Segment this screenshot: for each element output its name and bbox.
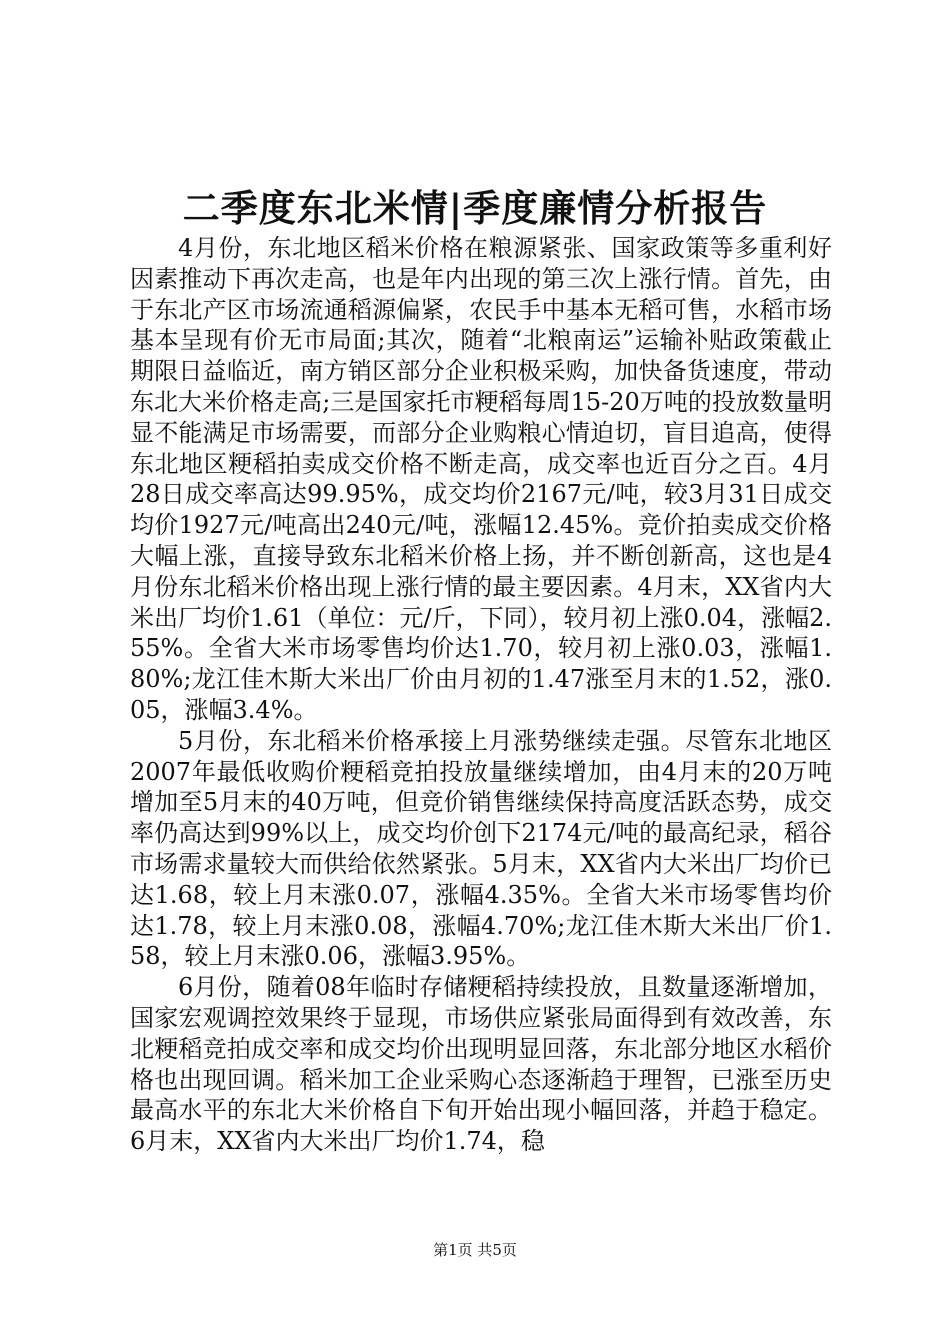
paragraph-april: 4月份，东北地区稻米价格在粮源紧张、国家政策等多重利好因素推动下再次走高，也是年内出现的第三次上涨行情。首先，由于东北产区市场流通稻源偏紧，农民手中基本无稻可售，水稻市场基本呈现有价无市局面;其次，随着“北粮南运”运输补贴政策截止期限日益临近，南方销区部分企业积极采购，加快备货速度，带动东北大米价格走高;三是国家托市粳稻每周15-20万吨的投放数量明显不能满足市场需要，而部分企业购粮心情迫切，盲目追高，使得东北地区粳稻拍卖成交价格不断走高，成交率也近百分之百。4月28日成交率高达99.95%，成交均价2167元/吨，较3月31日成交均价1927元/吨高出240元/吨，涨幅12.45%。竞价拍卖成交价格大幅上涨，直接导致东北稻米价格上扬，并不断创新高，这也是4月份东北稻米价格出现上涨行情的最主要因素。4月末，XX省内大米出厂均价1.61（单位：元/斤，下同），较月初上涨0.04，涨幅2.55%。全省大米市场零售均价达1.70，较月初上涨0.03，涨幅1.80%;龙江佳木斯大米出厂价由月初的1.47涨至月末的1.52，涨0.05，涨幅3.4%。: [130, 234, 832, 724]
page-number-footer: 第1页 共5页: [433, 1241, 517, 1259]
document-body: [130, 233, 832, 1157]
paragraph-may: 5月份，东北稻米价格承接上月涨势继续走强。尽管东北地区2007年最低收购价粳稻竞拍投放量继续增加，由4月末的20万吨增加至5月末的40万吨，但竞价销售继续保持高度活跃态势，成交率仍高达到99%以上，成交均价创下2174元/吨的最高纪录，稻谷市场需求量较大而供给依然紧张。5月末，XX省内大米出厂均价已达1.68，较上月末涨0.07，涨幅4.35%。全省大米市场零售均价达1.78，较上月末涨0.08，涨幅4.70%;龙江佳木斯大米出厂价1.58，较上月末涨0.06，涨幅3.95%。: [130, 726, 832, 971]
document-title: 二季度东北米情|季度廉情分析报告: [182, 186, 768, 230]
paragraph-june: 6月份，随着08年临时存储粳稻持续投放，且数量逐渐增加，国家宏观调控效果终于显现，市场供应紧张局面得到有效改善，东北粳稻竞拍成交率和成交均价出现明显回落，东北部分地区水稻价格也出现回调。稻米加工企业采购心态逐渐趋于理智，已涨至历史最高水平的东北大米价格自下旬开始出现小幅回落，并趋于稳定。6月末，XX省内大米出厂均价1.74，稳: [130, 973, 832, 1156]
